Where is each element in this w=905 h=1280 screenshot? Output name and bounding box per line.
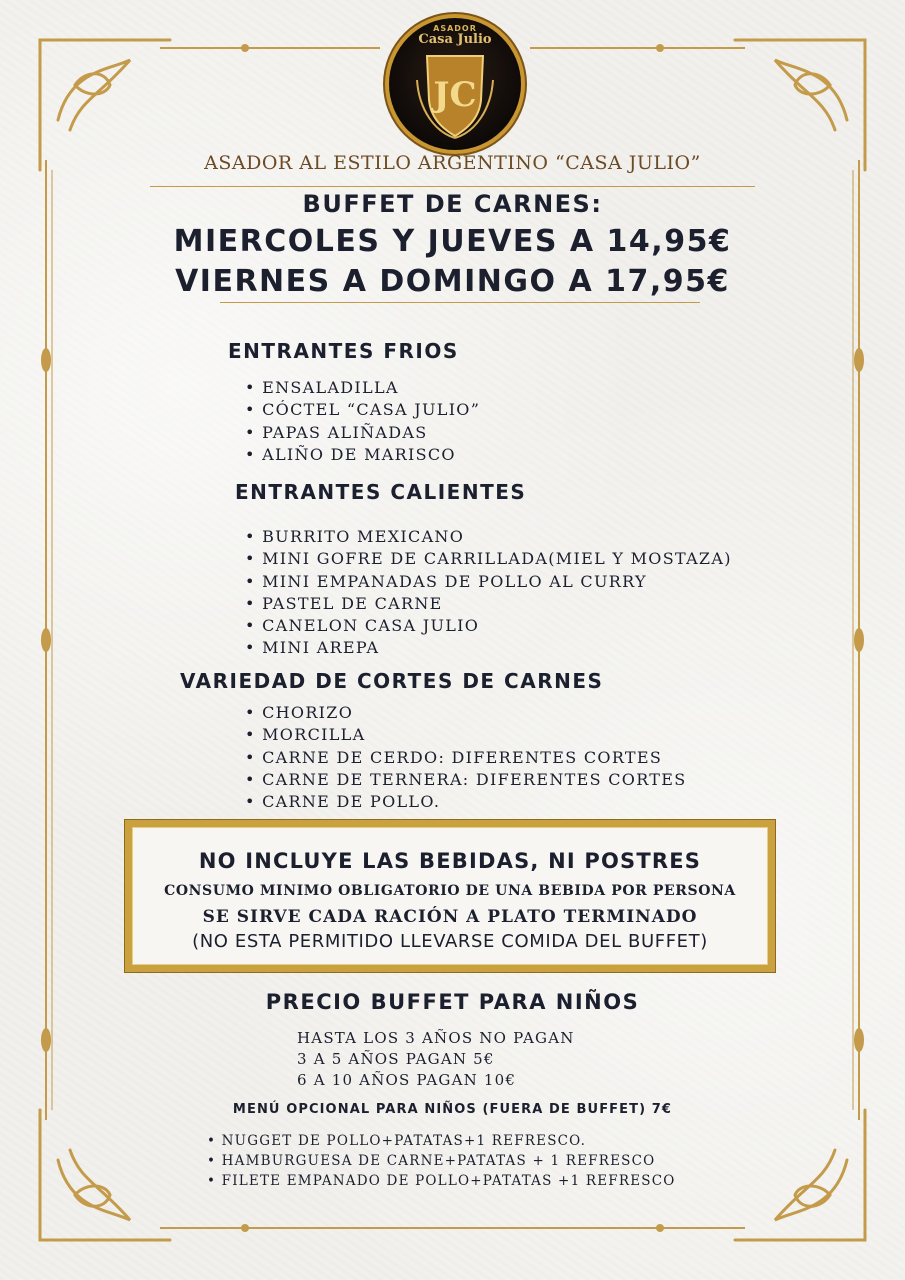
- logo-name: Casa Julio: [418, 32, 492, 47]
- conditions-notice-box: [125, 820, 775, 972]
- section-title-meat-cuts: VARIEDAD DE CORTES DE CARNES: [180, 669, 604, 693]
- price-line-weekday: MIERCOLES Y JUEVES A 14,95€: [173, 224, 732, 259]
- list-item: • MORCILLA: [245, 724, 686, 746]
- list-item: • PASTEL DE CARNE: [245, 593, 732, 615]
- list-item: • CARNE DE TERNERA: DIFERENTES CORTES: [245, 769, 686, 791]
- list-item: • PAPAS ALIÑADAS: [245, 422, 480, 444]
- notice-minimum-drink: CONSUMO MINIMO OBLIGATORIO DE UNA BEBIDA POR PERSONA: [164, 883, 736, 899]
- shield-monogram-icon: [415, 50, 495, 140]
- kids-price-title: PRECIO BUFFET PARA NIÑOS: [265, 990, 640, 1014]
- list-item: • ENSALADILLA: [245, 377, 480, 399]
- list-item: • CANELON CASA JULIO: [245, 615, 732, 637]
- list-item: • CHORIZO: [245, 702, 686, 724]
- logo-top-text: ASADOR: [433, 24, 477, 33]
- restaurant-subtitle: ASADOR AL ESTILO ARGENTINO “CASA JULIO”: [204, 152, 701, 174]
- restaurant-logo: [389, 18, 521, 150]
- list-item: • CÓCTEL “CASA JULIO”: [245, 399, 480, 421]
- list-item: • ALIÑO DE MARISCO: [245, 444, 480, 466]
- kids-price-line: HASTA LOS 3 AÑOS NO PAGAN: [297, 1029, 575, 1047]
- section-title-cold-starters: ENTRANTES FRIOS: [228, 339, 459, 363]
- list-item: • NUGGET DE POLLO+PATATAS+1 REFRESCO.: [207, 1131, 676, 1151]
- kids-price-line: 3 A 5 AÑOS PAGAN 5€: [297, 1050, 495, 1068]
- list-item: • BURRITO MEXICANO: [245, 526, 732, 548]
- list-item: • CARNE DE POLLO.: [245, 791, 686, 813]
- hot-starters-list: [245, 526, 732, 660]
- notice-no-takeaway: (NO ESTA PERMITIDO LLEVARSE COMIDA DEL BUFFET): [192, 931, 708, 952]
- cold-starters-list: [245, 377, 480, 466]
- notice-plate-served: SE SIRVE CADA RACIÓN A PLATO TERMINADO: [202, 907, 698, 927]
- price-line-weekend: VIERNES A DOMINGO A 17,95€: [175, 264, 730, 299]
- list-item: • FILETE EMPANADO DE POLLO+PATATAS +1 REFRESCO: [207, 1171, 676, 1191]
- kids-menu-list: [207, 1131, 676, 1191]
- notice-no-drinks: NO INCLUYE LAS BEBIDAS, NI POSTRES: [198, 849, 702, 873]
- logo-monogram: JC: [433, 75, 477, 115]
- meat-cuts-list: [245, 702, 686, 813]
- divider-top: [150, 186, 755, 187]
- list-item: • CARNE DE CERDO: DIFERENTES CORTES: [245, 747, 686, 769]
- list-item: • HAMBURGUESA DE CARNE+PATATAS + 1 REFRESCO: [207, 1151, 676, 1171]
- kids-menu-title: MENÚ OPCIONAL PARA NIÑOS (FUERA DE BUFFET) 7€: [232, 1102, 673, 1117]
- list-item: • MINI EMPANADAS DE POLLO AL CURRY: [245, 571, 732, 593]
- list-item: • MINI AREPA: [245, 637, 732, 659]
- buffet-heading: BUFFET DE CARNES:: [302, 190, 603, 218]
- divider-price: [220, 302, 700, 303]
- kids-price-line: 6 A 10 AÑOS PAGAN 10€: [297, 1071, 517, 1089]
- section-title-hot-starters: ENTRANTES CALIENTES: [235, 480, 527, 504]
- list-item: • MINI GOFRE DE CARRILLADA(MIEL Y MOSTAZA): [245, 548, 732, 570]
